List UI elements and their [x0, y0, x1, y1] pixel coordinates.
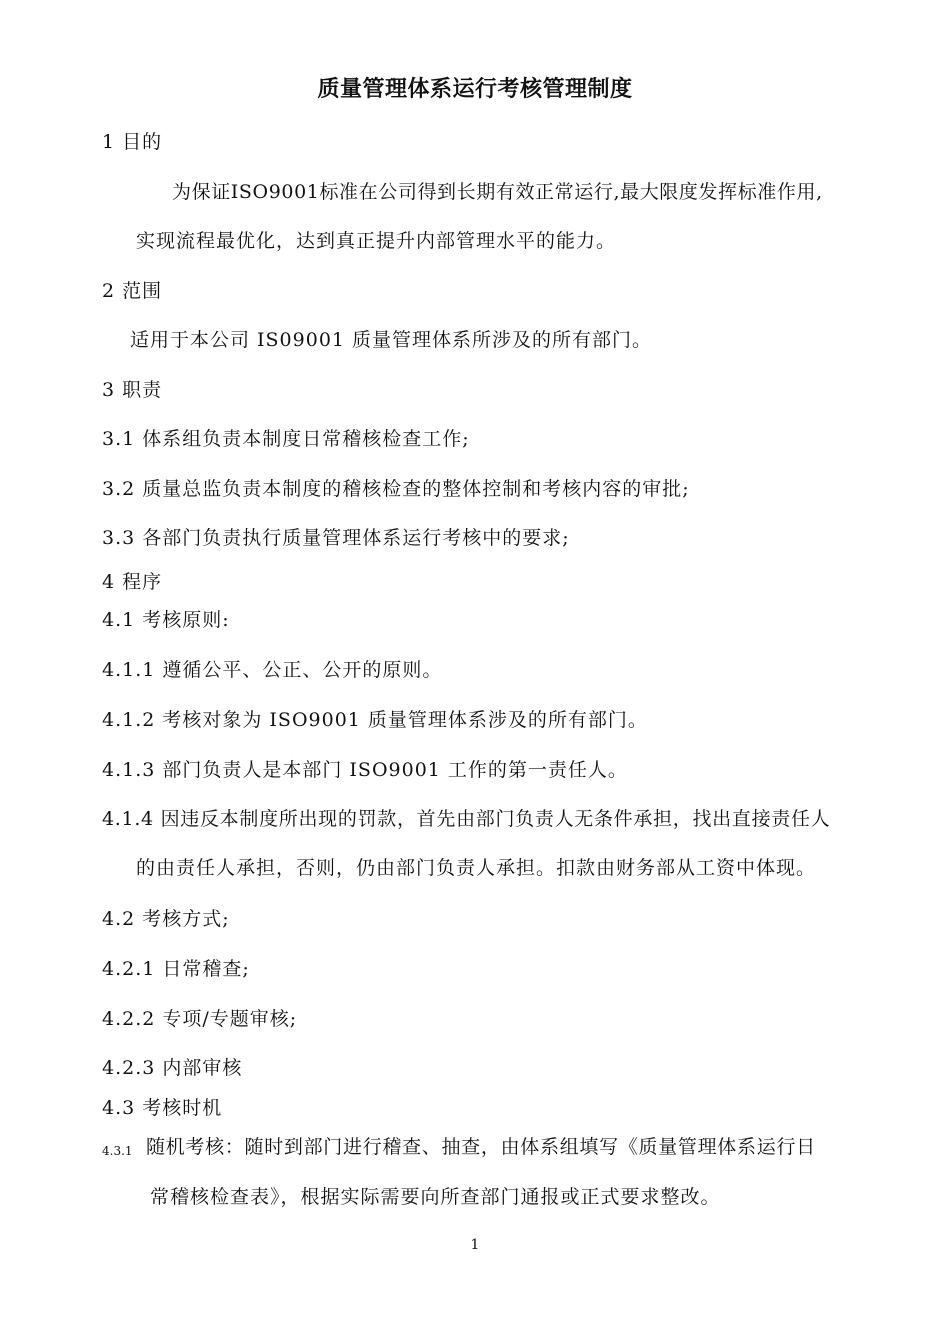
item-proc-4-1-2: 4.1.2 考核对象为 ISO9001 质量管理体系涉及的所有部门。 [102, 709, 648, 731]
item-proc-4-1-3: 4.1.3 部门负责人是本部门 ISO9001 工作的第一责任人。 [102, 759, 628, 781]
item-proc-4-1-1: 4.1.1 遵循公平、公正、公开的原则。 [102, 659, 443, 681]
page-number: 1 [470, 1237, 480, 1253]
heading-duty: 3 职责 [102, 379, 163, 401]
item-proc-4-2-1: 4.2.1 日常稽查; [102, 958, 250, 980]
heading-scope: 2 范围 [102, 280, 163, 302]
item-proc-4-3-1-line-1: 随机考核：随时到部门进行稽查、抽查，由体系组填写《质量管理体系运行日 [146, 1136, 816, 1158]
item-proc-4-1: 4.1 考核原则: [102, 609, 230, 631]
item-duty-3-3: 3.3 各部门负责执行质量管理体系运行考核中的要求; [102, 527, 570, 549]
item-proc-4-3-1-number: 4.3.1 [102, 1144, 133, 1158]
item-proc-4-1-4-line-2: 的由责任人承担，否则，仍由部门负责人承担。扣款由财务部从工资中体现。 [136, 857, 817, 879]
item-duty-3-1: 3.1 体系组负责本制度日常稽核检查工作; [102, 428, 470, 450]
heading-procedure: 4 程序 [102, 571, 163, 593]
paragraph-purpose-line-1: 为保证ISO9001标准在公司得到长期有效正常运行,最大限度发挥标准作用, [172, 181, 823, 203]
item-proc-4-2-2: 4.2.2 专项/专题审核; [102, 1008, 298, 1030]
heading-purpose: 1 目的 [102, 131, 163, 153]
item-duty-3-2: 3.2 质量总监负责本制度的稽核检查的整体控制和考核内容的审批; [102, 478, 690, 500]
item-proc-4-2-3: 4.2.3 内部审核 [102, 1057, 243, 1079]
item-proc-4-3: 4.3 考核时机 [102, 1097, 223, 1119]
item-proc-4-1-4-line-1: 4.1.4 因违反本制度所出现的罚款，首先由部门负责人无条件承担，找出直接责任人 [102, 808, 831, 830]
document-title: 质量管理体系运行考核管理制度 [317, 77, 633, 102]
paragraph-scope: 适用于本公司 IS09001 质量管理体系所涉及的所有部门。 [130, 329, 653, 351]
paragraph-purpose-line-2: 实现流程最优化，达到真正提升内部管理水平的能力。 [136, 230, 617, 252]
item-proc-4-2: 4.2 考核方式; [102, 908, 230, 930]
item-proc-4-3-1-line-2: 常稽核检查表》，根据实际需要向所查部门通报或正式要求整改。 [150, 1186, 721, 1208]
